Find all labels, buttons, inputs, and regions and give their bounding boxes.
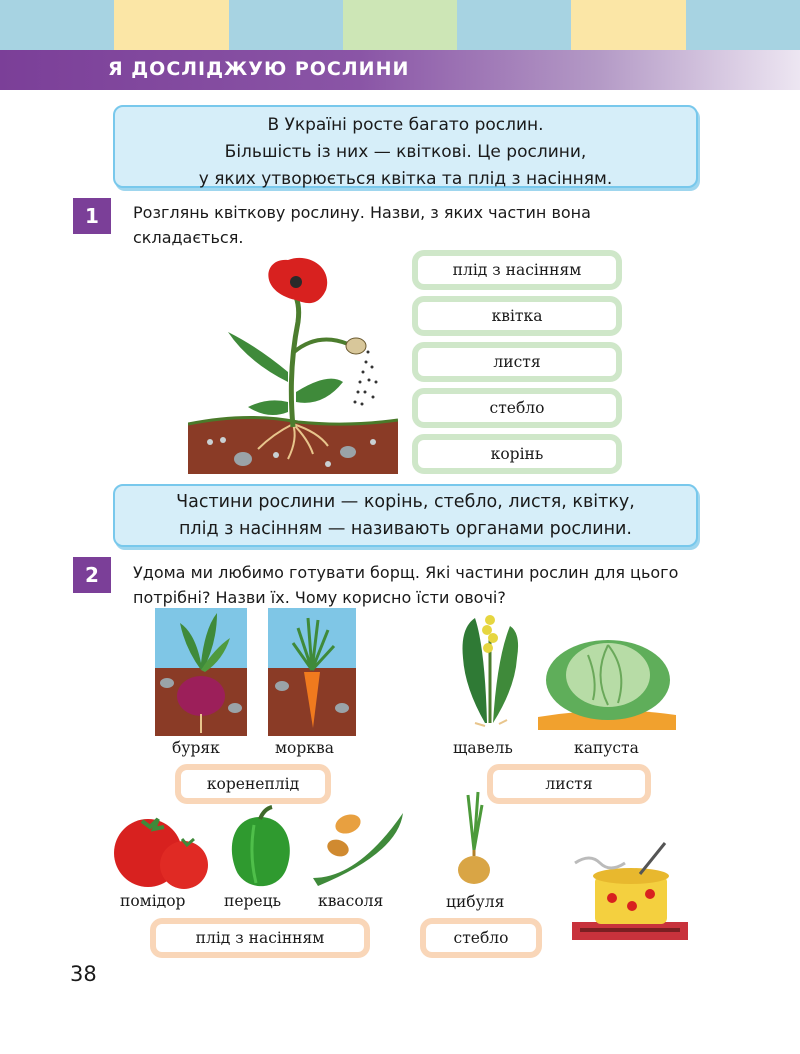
veg-name-carrot: морква xyxy=(275,739,334,757)
intro-line: у яких утворюється квітка та плід з насінням. xyxy=(198,169,613,189)
organs-line: Частини рослини — корінь, стебло, листя, квітку, xyxy=(176,492,635,512)
top-color-stripes xyxy=(0,0,800,50)
part-label-flower: квітка xyxy=(412,296,622,336)
organ-label-fruit: плід з насінням xyxy=(150,918,370,958)
intro-line: В Україні росте багато рослин. xyxy=(267,115,544,135)
veg-name-tomato: помідор xyxy=(120,892,186,910)
intro-line: Більшість із них — квіткові. Це рослини, xyxy=(224,142,587,162)
organ-label-stem: стебло xyxy=(420,918,542,958)
stripe xyxy=(571,0,685,50)
part-label-leaves: листя xyxy=(412,342,622,382)
poppy-plant-icon xyxy=(188,252,398,474)
organs-info-box xyxy=(113,484,698,547)
part-label-root: корінь xyxy=(412,434,622,474)
part-label-stem: стебло xyxy=(412,388,622,428)
task-number-badge: 2 xyxy=(73,557,111,593)
cooking-pot-icon xyxy=(570,838,690,944)
stripe xyxy=(457,0,571,50)
cabbage-icon xyxy=(538,625,676,730)
veg-name-beans: квасоля xyxy=(318,892,384,910)
beans-icon xyxy=(308,808,408,890)
beet-icon xyxy=(155,608,247,736)
veg-name-pepper: перець xyxy=(224,892,282,910)
sorrel-icon xyxy=(455,608,527,730)
stripe xyxy=(114,0,228,50)
page-number: 38 xyxy=(70,962,97,986)
intro-info-box xyxy=(113,105,698,188)
organ-label-leaves: листя xyxy=(487,764,651,804)
veg-name-onion: цибуля xyxy=(446,893,505,911)
organ-label-root-crop: коренеплід xyxy=(175,764,331,804)
tomato-icon xyxy=(112,813,208,893)
page-title: Я ДОСЛІДЖУЮ РОСЛИНИ xyxy=(108,58,410,80)
part-label-fruit: плід з насінням xyxy=(412,250,622,290)
stripe xyxy=(0,0,114,50)
task-text: Удома ми любимо готувати борщ. Які частини рослин для цього потрібні? Назви їх. Чому корисно їсти овочі? xyxy=(133,563,679,607)
stripe xyxy=(686,0,800,50)
veg-name-beet: буряк xyxy=(172,739,220,757)
stripe xyxy=(229,0,343,50)
onion-icon xyxy=(450,790,500,890)
stripe xyxy=(343,0,457,50)
organs-line: плід з насінням — називають органами рослини. xyxy=(178,519,632,539)
pepper-icon xyxy=(224,805,296,895)
veg-name-cabbage: капуста xyxy=(574,739,639,757)
task-number-badge: 1 xyxy=(73,198,111,234)
carrot-icon xyxy=(268,608,356,736)
task-text: Розглянь квіткову рослину. Назви, з яких частин вона складається. xyxy=(133,203,591,247)
veg-name-sorrel: щавель xyxy=(453,739,513,757)
